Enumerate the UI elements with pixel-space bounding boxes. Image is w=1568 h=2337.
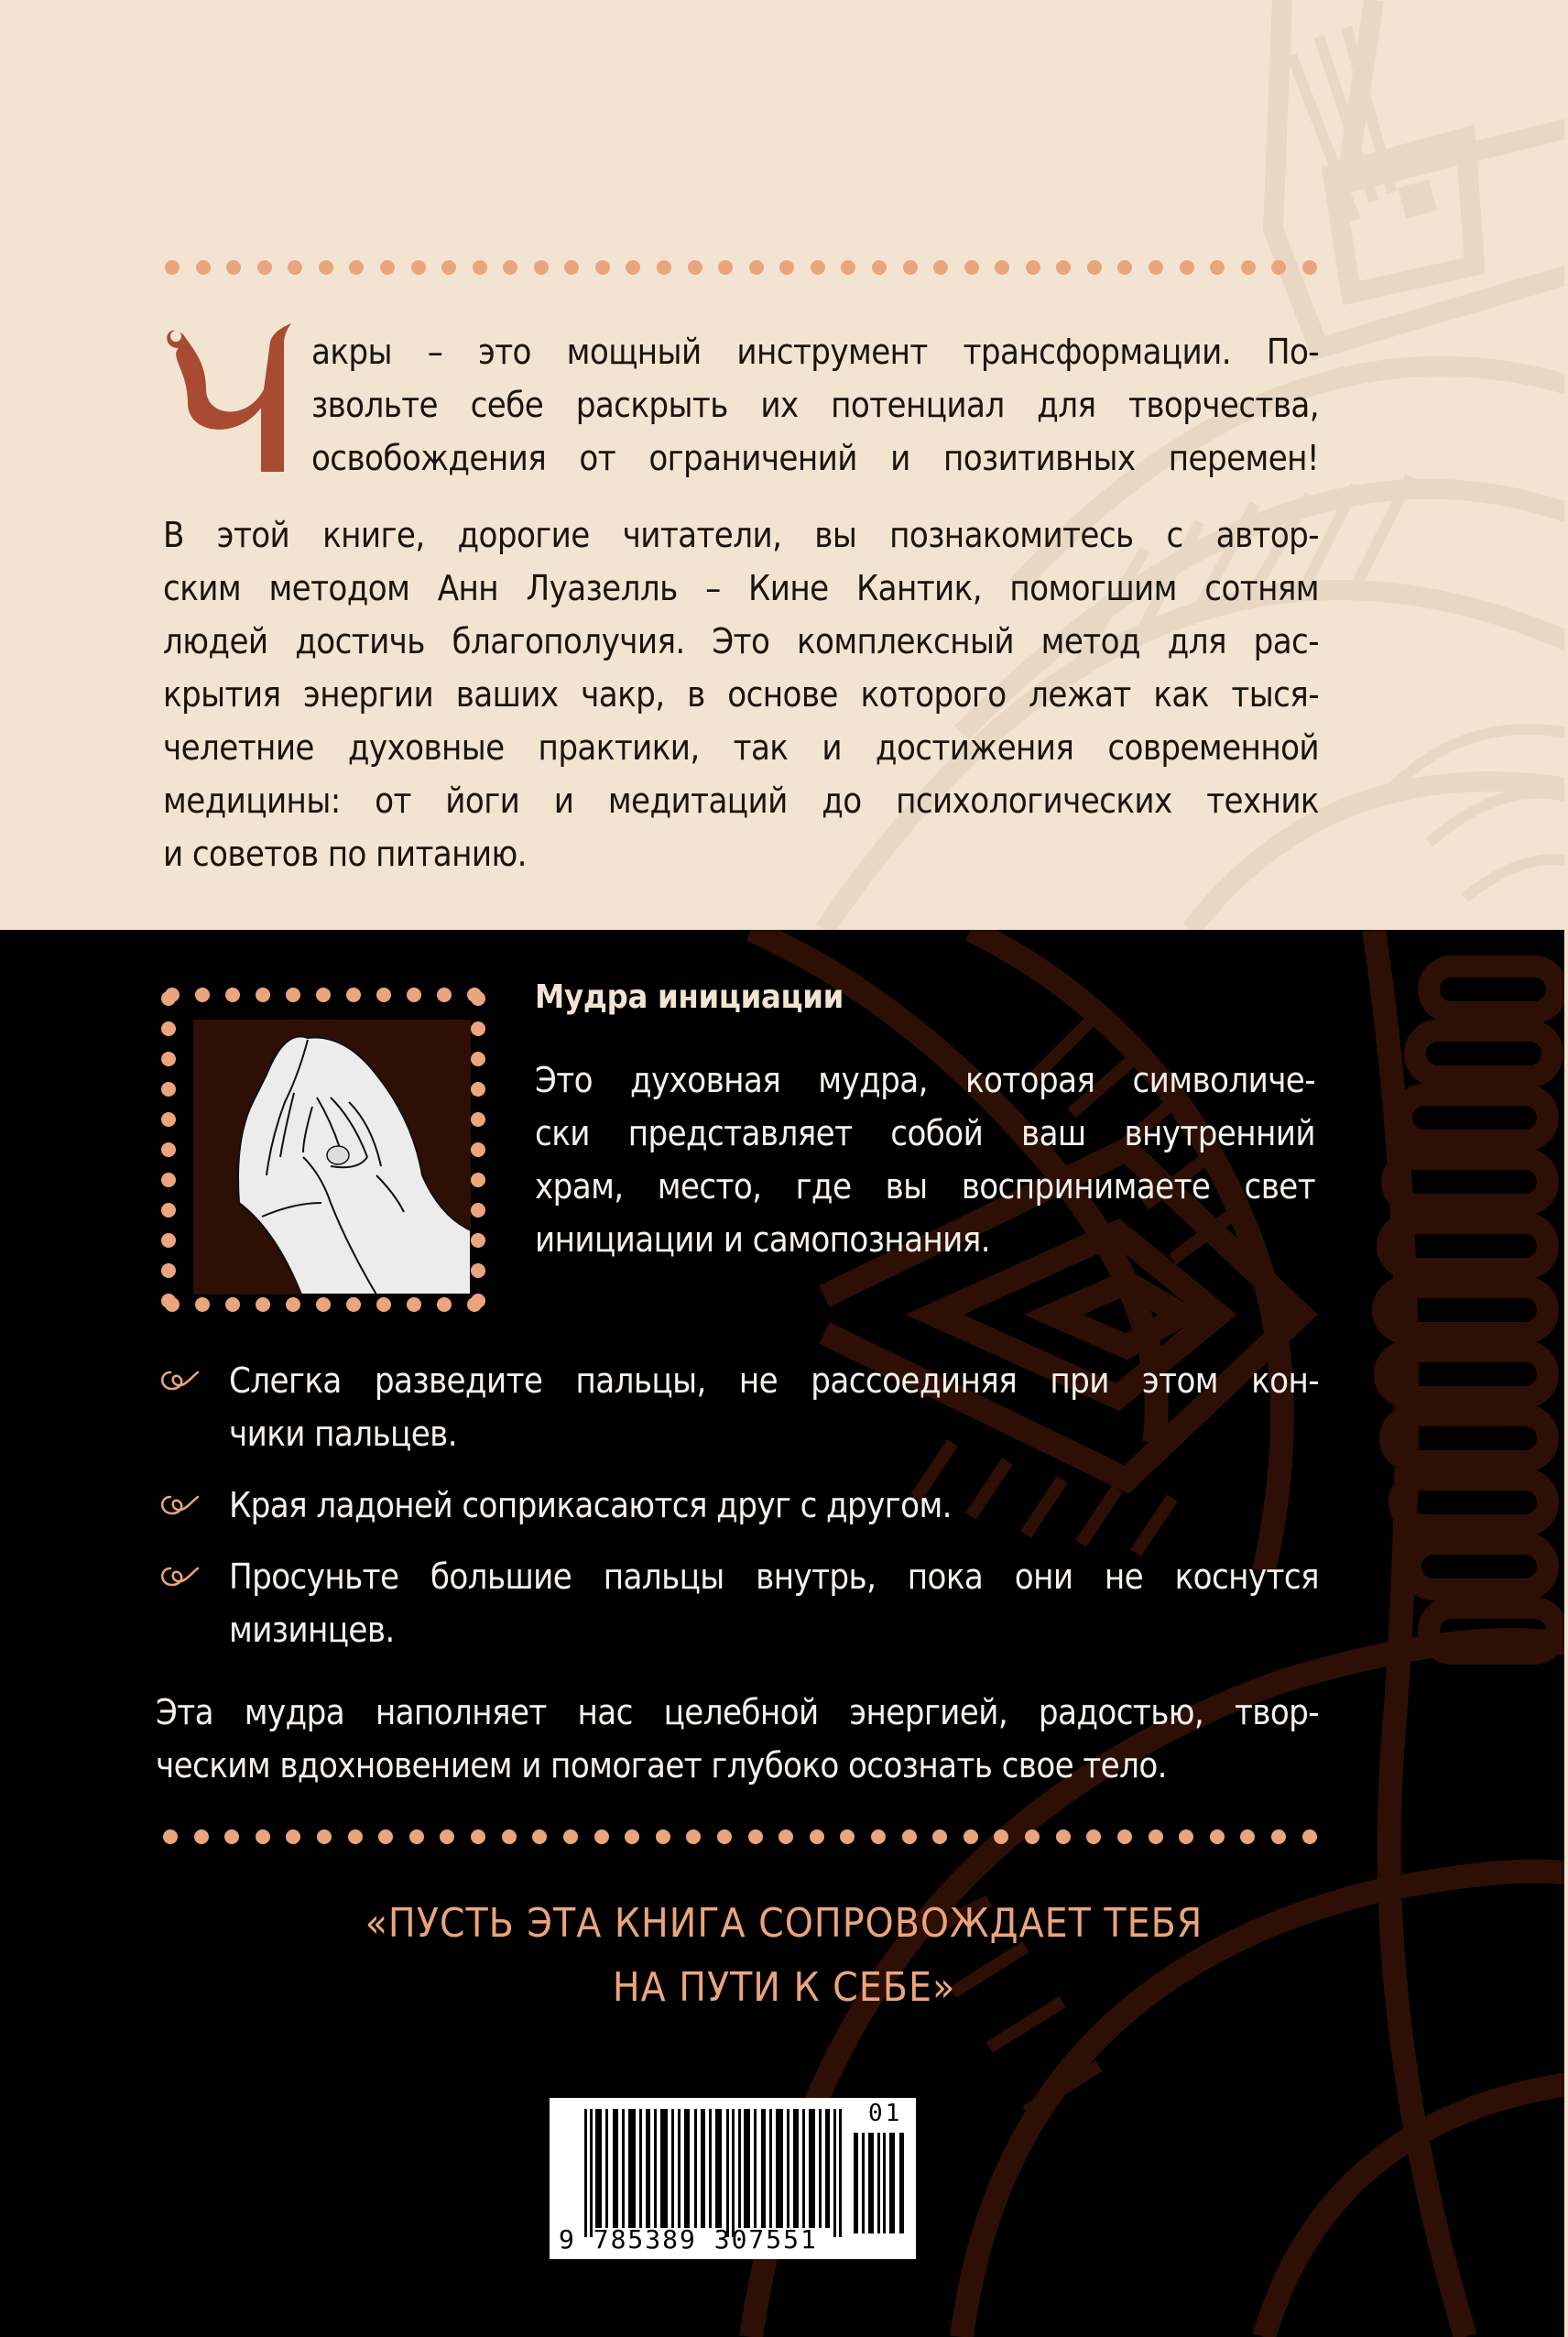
cover-edge-strip xyxy=(1564,0,1568,2337)
paragraph-line: ским методом Анн Луазелль – Кине Кантик, помогшим сотням xyxy=(163,568,1319,608)
closing-line: ческим вдохновением и помогает глубоко осознать свое тело. xyxy=(156,1745,1167,1786)
intro-panel xyxy=(0,0,1568,930)
description-line: ски представляет собой ваш внутренний xyxy=(535,1113,1315,1153)
dropcap-che-icon xyxy=(156,316,302,481)
barcode-addon-number: 01 xyxy=(868,2100,903,2127)
hands-mudra-illustration-icon xyxy=(193,1020,471,1294)
closing-line: Эта мудра наполняет нас целебной энергией, радостью, твор- xyxy=(156,1692,1319,1732)
frame-dots-left xyxy=(161,991,176,1308)
frame-dots-bottom xyxy=(165,1297,482,1312)
mudra-step: Просуньте большие пальцы внутрь, пока они не коснутся мизинцев. xyxy=(158,1550,1319,1656)
paragraph-line: крытия энергии ваших чакр, в основе которого лежат как тыся- xyxy=(163,674,1319,715)
paragraph-line: медицины: от йоги и медитаций до психологических техник xyxy=(163,781,1319,821)
isbn-number: 9 785389 307551 xyxy=(559,2224,818,2255)
description-line: инициации и самопознания. xyxy=(535,1219,990,1260)
quote-line: НА ПУТИ К СЕБЕ» xyxy=(612,1964,956,2011)
mudra-closing-paragraph xyxy=(156,1686,1319,1792)
quote-line: «ПУСТЬ ЭТА КНИГА СОПРОВОЖДАЕТ ТЕБЯ xyxy=(365,1900,1203,1947)
isbn-barcode xyxy=(550,2098,916,2259)
ornament-bullet-icon xyxy=(158,1563,200,1590)
ornament-bullet-icon xyxy=(158,1491,200,1519)
description-line: храм, место, где вы воспринимаете свет xyxy=(535,1166,1315,1207)
mudra-title: Мудра инициации xyxy=(535,978,844,1016)
frame-dots-right xyxy=(471,991,485,1308)
ornament-bullet-icon xyxy=(158,1367,200,1394)
mudra-steps-list xyxy=(158,1354,1319,1675)
mudra-description xyxy=(535,1054,1315,1266)
lead-line: акры – это мощный инструмент трансформации. По- xyxy=(311,332,1319,372)
description-paragraph xyxy=(163,508,1319,880)
lead-paragraph xyxy=(311,325,1319,485)
description-line: Это духовная мудра, которая символиче- xyxy=(535,1060,1315,1100)
paragraph-line: В этой книге, дорогие читатели, вы познакомитесь с автор- xyxy=(163,515,1319,555)
tagline-quote xyxy=(0,1892,1568,2020)
bottom-dotted-divider xyxy=(163,1829,1317,1844)
paragraph-line: людей достичь благополучия. Это комплексный метод для рас- xyxy=(163,621,1319,661)
frame-dots-top xyxy=(165,988,482,1002)
lead-line: звольте себе раскрыть их потенциал для творчества, xyxy=(311,385,1319,425)
mudra-step: Слегка разведите пальцы, не рассоединяя при этом кон- чики пальцев. xyxy=(158,1354,1319,1460)
mudra-panel xyxy=(0,930,1568,2337)
top-dotted-divider xyxy=(165,260,1317,275)
mudra-step: Края ладоней соприкасаются друг с другом. xyxy=(158,1479,1319,1532)
paragraph-line: и советов по питанию. xyxy=(163,834,527,874)
paragraph-line: челетние духовные практики, так и достижения современной xyxy=(163,727,1319,768)
lead-line: освобождения от ограничений и позитивных перемен! xyxy=(311,438,1319,478)
mudra-illustration-frame xyxy=(156,982,491,1317)
